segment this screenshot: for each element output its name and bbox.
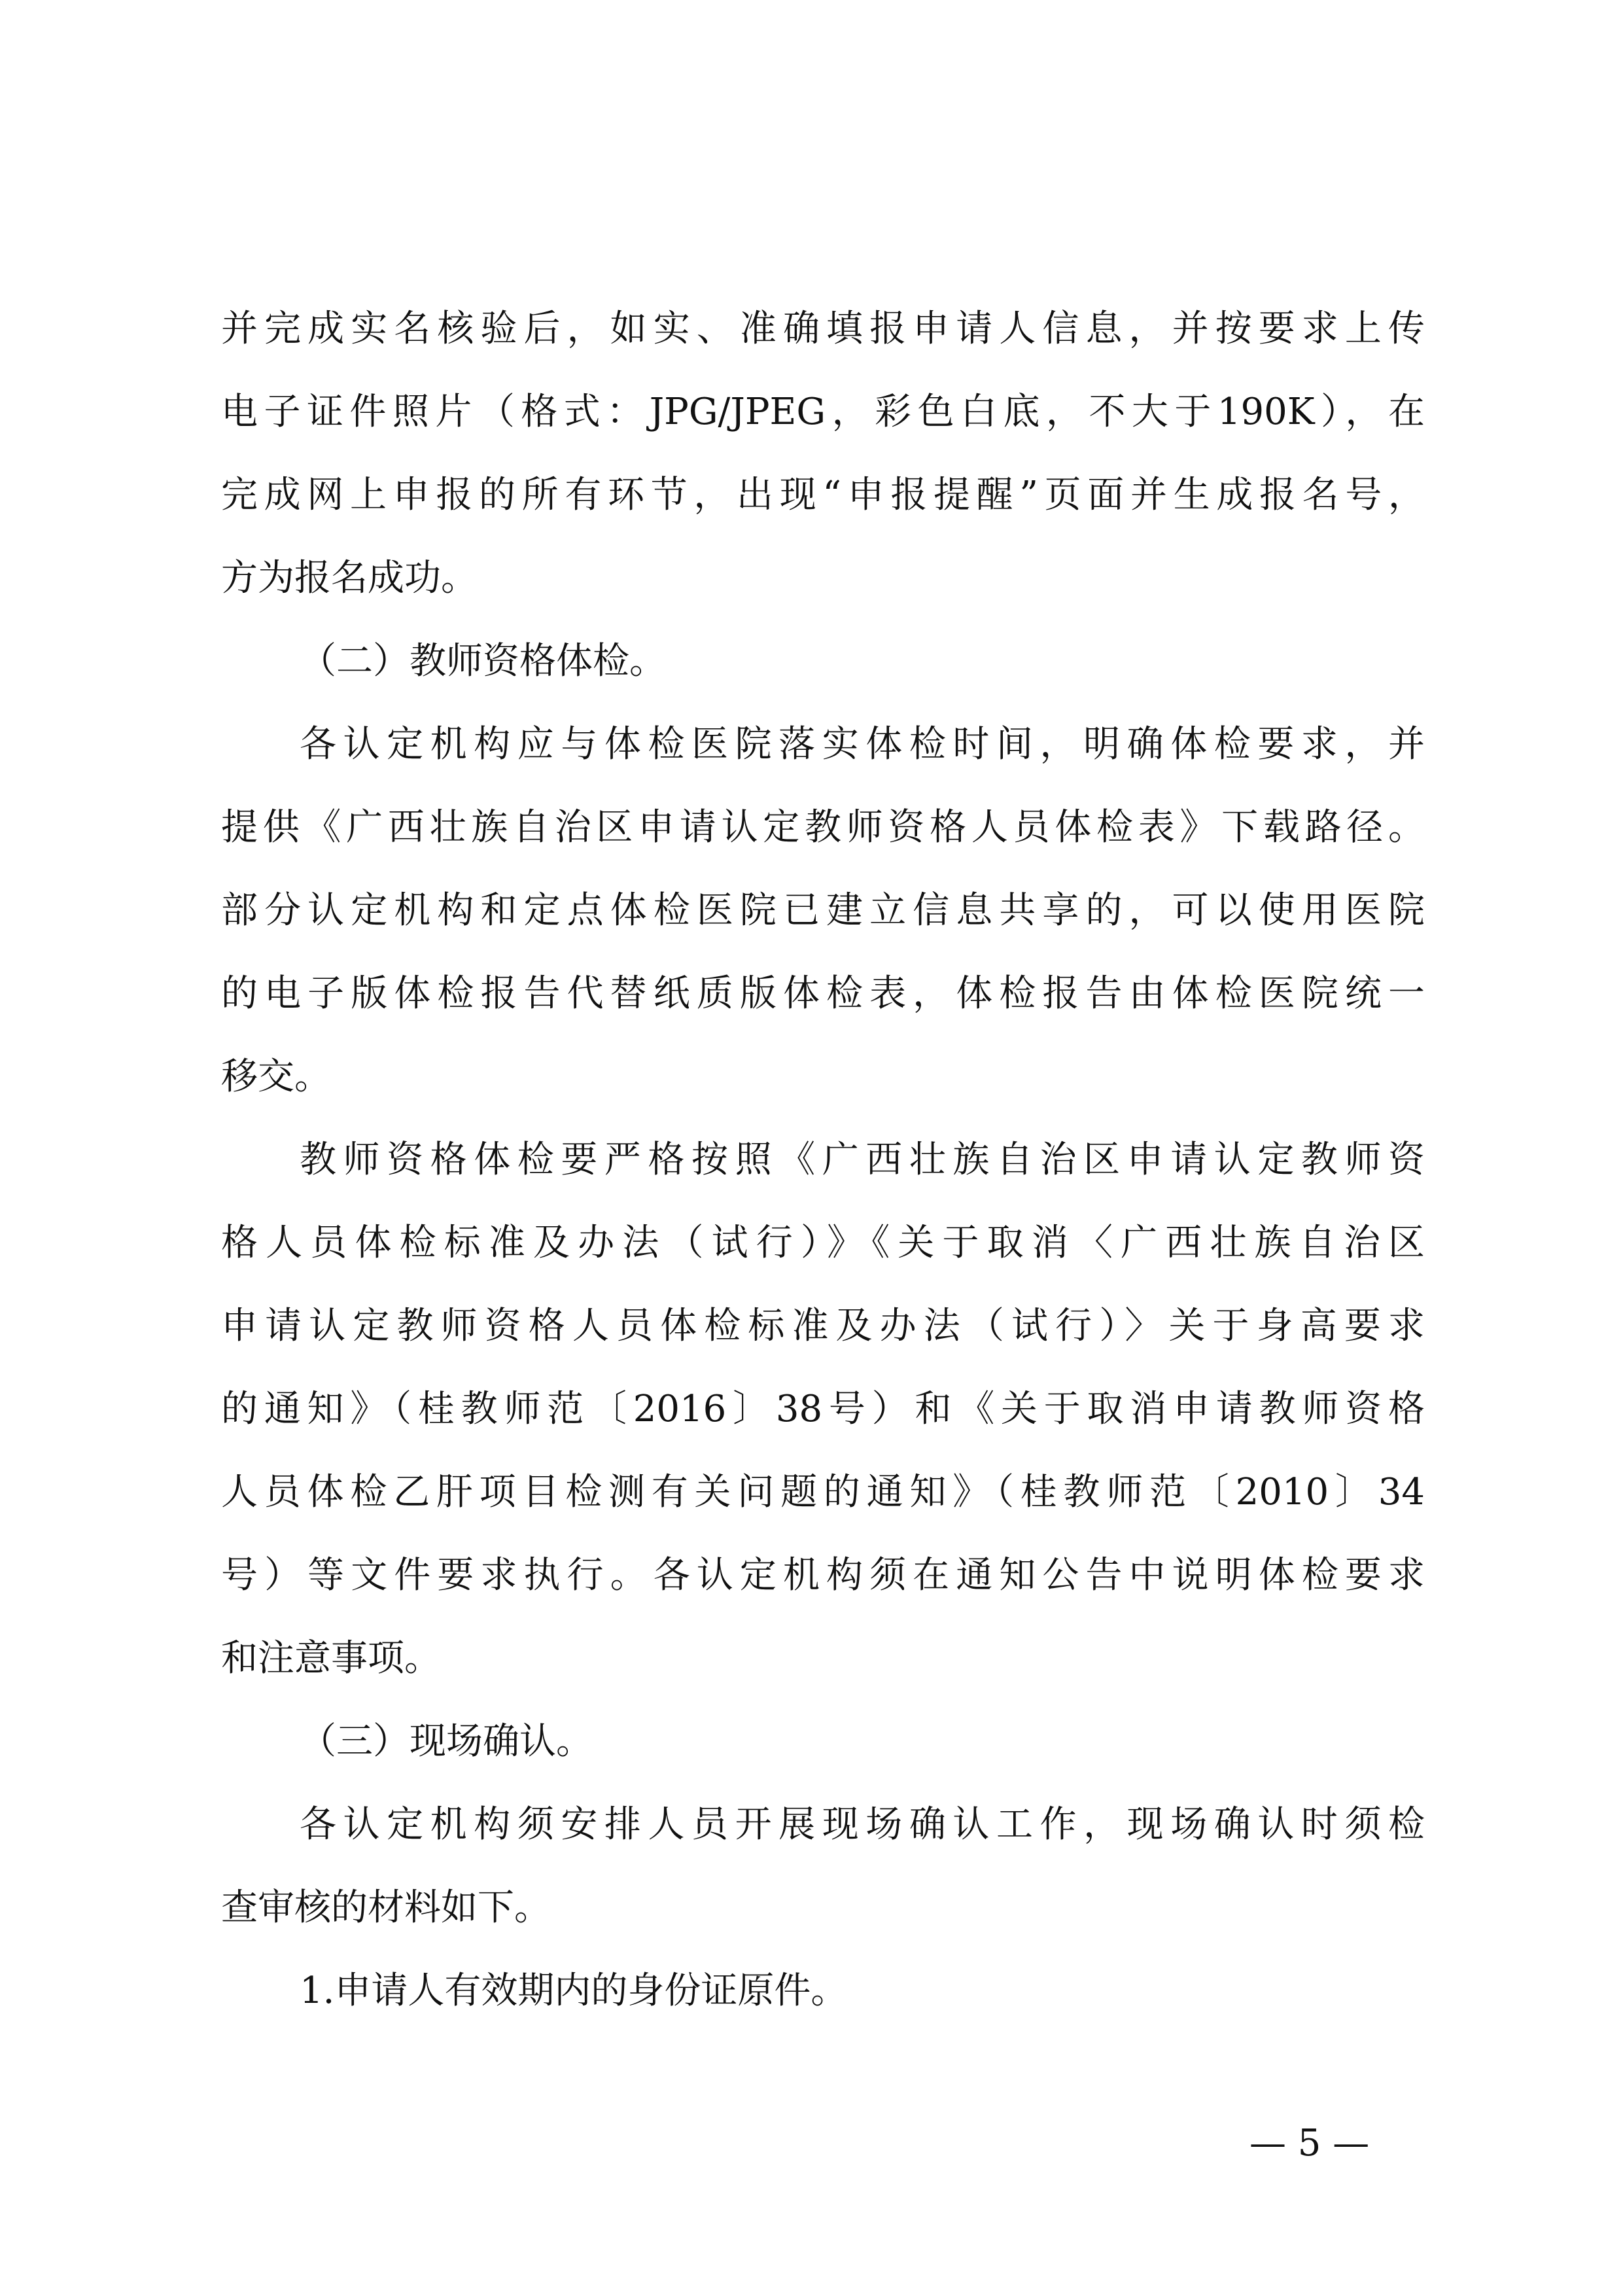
paragraph-line: 和注意事项。 [221, 1637, 441, 1680]
section-heading: （二）教师资格体检。 [300, 640, 666, 682]
paragraph-line: 查审核的材料如下。 [221, 1886, 551, 1929]
section-heading: （三）现场确认。 [300, 1720, 593, 1763]
paragraph-line: 的通知》（桂教师范〔2016〕38号）和《关于取消申请教师资格 [221, 1388, 1425, 1430]
paragraph-line: 方为报名成功。 [221, 557, 478, 599]
list-item: 1.申请人有效期内的身份证原件。 [300, 1969, 848, 2012]
page-number: — 5 — [1249, 2122, 1370, 2164]
paragraph-line: 各认定机构应与体检医院落实体检时间，明确体检要求，并 [300, 723, 1425, 766]
paragraph-line: 教师资格体检要严格按照《广西壮族自治区申请认定教师资 [300, 1139, 1425, 1181]
paragraph-line: 人员体检乙肝项目检测有关问题的通知》（桂教师范〔2010〕34 [221, 1471, 1425, 1513]
paragraph-line: 申请认定教师资格人员体检标准及办法（试行）〉关于身高要求 [221, 1305, 1425, 1347]
paragraph-line: 各认定机构须安排人员开展现场确认工作，现场确认时须检 [300, 1803, 1425, 1846]
paragraph-line: 移交。 [221, 1055, 331, 1098]
paragraph-line: 并完成实名核验后，如实、准确填报申请人信息，并按要求上传 [221, 308, 1425, 350]
paragraph-line: 部分认定机构和定点体检医院已建立信息共享的，可以使用医院 [221, 889, 1425, 932]
paragraph-line: 格人员体检标准及办法（试行）》《关于取消〈广西壮族自治区 [221, 1222, 1425, 1264]
paragraph-line: 提供《广西壮族自治区申请认定教师资格人员体检表》下载路径。 [221, 806, 1425, 849]
paragraph-line: 的电子版体检报告代替纸质版体检表，体检报告由体检医院统一 [221, 972, 1425, 1015]
paragraph-line: 完成网上申报的所有环节，出现“申报提醒”页面并生成报名号， [221, 474, 1425, 516]
paragraph-line: 号）等文件要求执行。各认定机构须在通知公告中说明体检要求 [221, 1554, 1425, 1597]
paragraph-line: 电子证件照片（格式：JPG/JPEG，彩色白底，不大于190K），在 [221, 391, 1425, 433]
